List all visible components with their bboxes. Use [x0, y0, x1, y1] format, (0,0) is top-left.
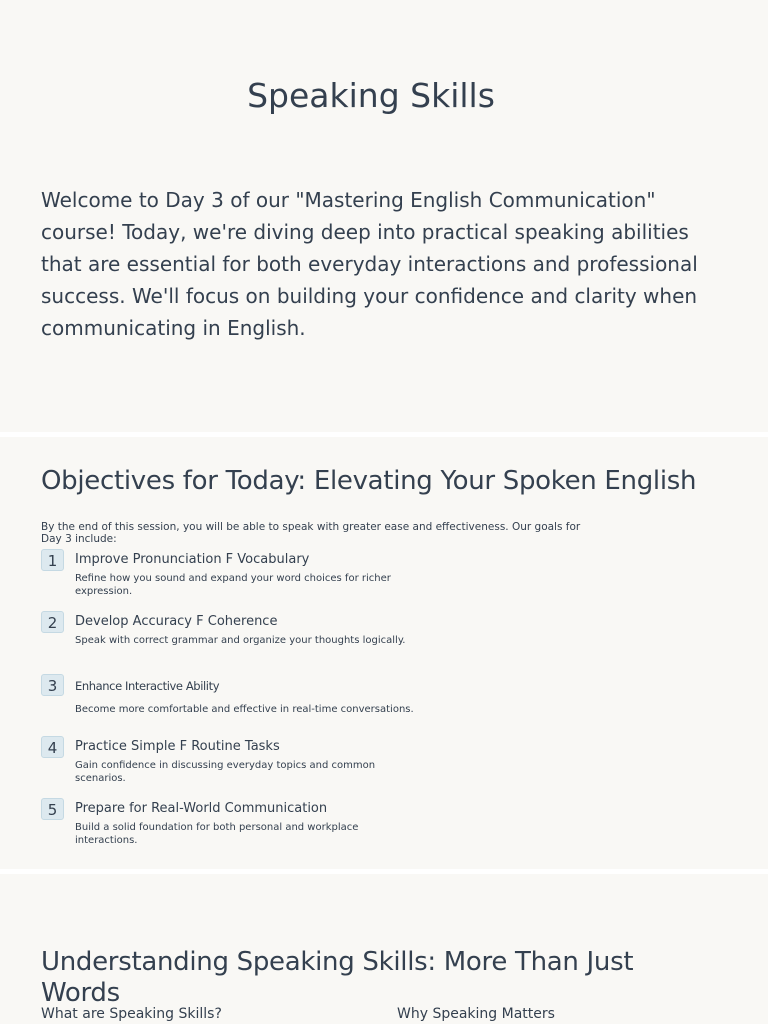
objective-item — [41, 674, 441, 734]
objective-number-badge: 4 — [41, 736, 64, 758]
objective-description: Gain confidence in discussing everyday topics and common scenarios. — [75, 760, 376, 784]
objective-title: Develop Accuracy F Coherence — [75, 614, 278, 629]
understanding-title: Understanding Speaking Skills: More Than Just Words — [41, 947, 634, 1008]
objective-item — [41, 736, 441, 796]
intro-paragraph: Welcome to Day 3 of our "Mastering English Communication" course! Today, we're diving deep into practical speaking abilities that are essential for both everyday interactions and professional success. We'll focus on building your confidence and clarity when communicating in English. — [41, 188, 698, 340]
objective-item — [41, 798, 441, 858]
objective-description: Speak with correct grammar and organize your thoughts logically. — [75, 635, 406, 646]
objective-title: Improve Pronunciation F Vocabulary — [75, 552, 310, 567]
what-are-speaking-skills-heading: What are Speaking Skills? — [41, 1006, 222, 1022]
understanding-slide — [0, 874, 768, 1024]
objective-title: Prepare for Real-World Communication — [75, 801, 328, 816]
intro-slide — [0, 0, 768, 432]
objective-description: Build a solid foundation for both personal and workplace interactions. — [75, 822, 359, 846]
objective-item — [41, 611, 441, 671]
objective-number-badge: 2 — [41, 611, 64, 633]
objectives-title: Objectives for Today: Elevating Your Spoken English — [41, 466, 697, 496]
objective-number-badge: 5 — [41, 798, 64, 820]
objective-item — [41, 549, 441, 609]
objectives-lead: By the end of this session, you will be able to speak with greater ease and effectiveness. Our goals for Day 3 include: — [41, 521, 581, 545]
objective-title: Enhance Interactive Ability — [75, 679, 220, 693]
page-title: Speaking Skills — [247, 76, 495, 115]
objective-title: Practice Simple F Routine Tasks — [75, 739, 280, 754]
objective-description: Become more comfortable and effective in real-time conversations. — [75, 704, 414, 715]
objective-number-badge: 1 — [41, 549, 64, 571]
objective-description: Refine how you sound and expand your word choices for richer expression. — [75, 573, 391, 597]
objectives-slide — [0, 437, 768, 869]
objective-number-badge: 3 — [41, 674, 64, 696]
why-speaking-matters-heading: Why Speaking Matters — [397, 1006, 555, 1022]
